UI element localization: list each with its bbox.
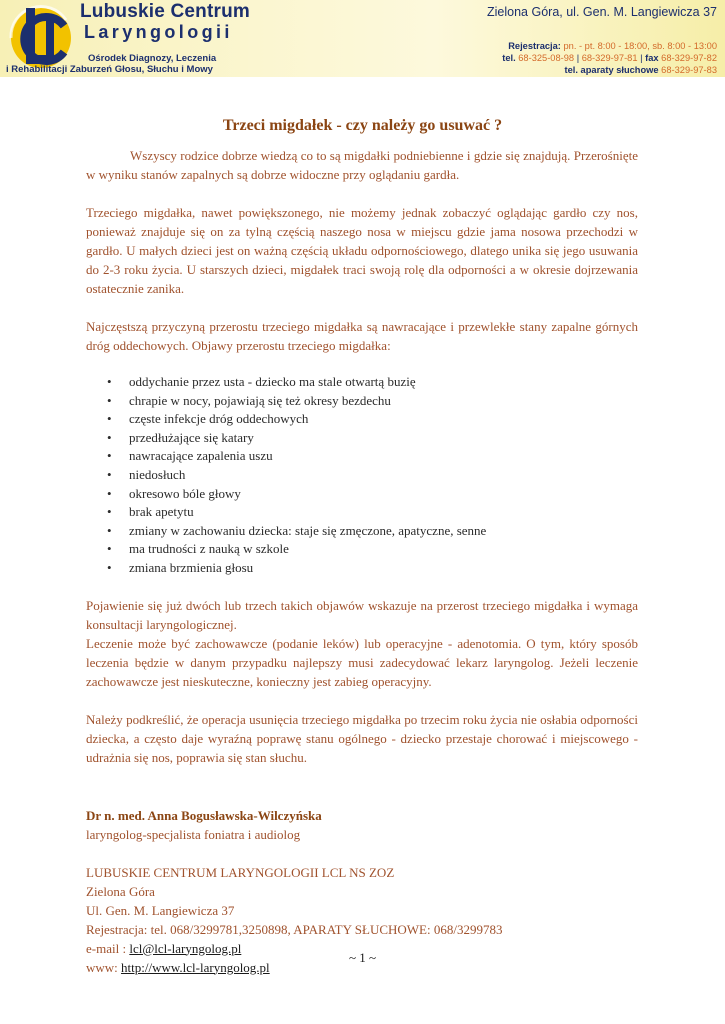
list-item: • zmiana brzmienia głosu — [107, 559, 254, 575]
paragraph-location: Trzeciego migdałka, nawet powiększonego, nie możemy jednak zobaczyć oglądając gardło czy nos, ponieważ znajduje się on za tylną częścią naszego nosa w miejscu gdzie jama nosowa przechodzi w gardło. U małych dzieci jest on ważną częścią układu odpornościowego, dlatego unika się jego usuwania do 2-3 roku życia. U starszych dzieci, migdałek traci swoją rolę dla odporności a w okresie dojrzewania ostatecznie zanika. — [86, 205, 638, 296]
registration-hours-value: pn. - pt. 8:00 - 18:00, sb. 8:00 - 13:00 — [563, 41, 717, 51]
hearing-aids-line — [502, 64, 717, 76]
paragraph-causes: Najczęstszą przyczyną przerostu trzeciego migdałka są nawracające i przewlekłe stany zapalne górnych dróg oddechowych. Objawy przerostu trzeciego migdałka: — [86, 319, 638, 353]
list-item: • ma trudności z nauką w szkole — [107, 541, 289, 557]
list-item: • nawracające zapalenia uszu — [107, 448, 273, 464]
email-label: e-mail : — [86, 940, 127, 956]
www-label: www: — [86, 959, 118, 975]
registration-hours — [502, 40, 717, 52]
header-address: Zielona Góra, ul. Gen. M. Langiewicza 37 — [487, 5, 717, 19]
footer-registration: Rejestracja: tel. 068/3299781,3250898, APARATY SŁUCHOWE: 068/3299783 — [86, 921, 503, 937]
registration-label: Rejestracja: — [508, 41, 561, 51]
email-link[interactable]: lcl@lcl-laryngolog.pl — [129, 940, 242, 956]
website-link[interactable]: http://www.lcl-laryngolog.pl — [121, 959, 270, 975]
header-contact — [502, 40, 717, 76]
hearing-aids-number: 68-329-97-83 — [661, 65, 717, 75]
brand-name: Lubuskie Centrum — [80, 1, 250, 22]
phone-line: tel. 68-325-08-98 | 68-329-97-81 | fax 68-329-97-82 — [502, 53, 717, 63]
article-title: Trzeci migdałek - czy należy go usuwać ? — [222, 117, 503, 134]
hearing-aids-label: tel. aparaty słuchowe — [564, 65, 659, 75]
list-item: • okresowo bóle głowy — [107, 485, 241, 501]
brand-subtitle-second-line: i Rehabilitacji Zaburzeń Głosu, Słuchu i Mowy — [6, 64, 213, 75]
footer-street: Ul. Gen. M. Langiewicza 37 — [86, 902, 235, 918]
tel-label: tel. — [502, 53, 516, 63]
footer-city: Zielona Góra — [86, 883, 155, 899]
list-item: • niedosłuch — [107, 466, 186, 482]
list-item: • przedłużające się katary — [107, 429, 254, 445]
page-number: ~ 1 ~ — [348, 950, 377, 965]
article-body — [86, 146, 638, 977]
paragraph-intro: Wszyscy rodzice dobrze wiedzą co to są migdałki podniebienne i gdzie się znajdują. Przerośnięte w wyniku stanów zapalnych są dobrze widoczne przy oglądaniu gardła. — [86, 148, 638, 182]
list-item: • chrapie w nocy, pojawiają się też okresy bezdechu — [107, 392, 391, 408]
fax-label: fax — [645, 53, 659, 63]
tel-number-2: 68-329-97-81 — [581, 53, 638, 63]
paragraph-conclusion: Należy podkreślić, że operacja usunięcia trzeciego migdałka po trzecim roku życia nie osłabia odporności dziecka, a często daje wyraźną poprawę stanu ogólnego - dziecko przestaje chorować i miejscowego - udrażnia się nos, poprawia się stan słuchu. — [86, 711, 638, 765]
letterhead — [0, 0, 725, 77]
footer-org: LUBUSKIE CENTRUM LARYNGOLOGII LCL NS ZOZ — [86, 864, 395, 880]
list-item: • zmiany w zachowaniu dziecka: staje się zmęczone, apatyczne, senne — [107, 522, 487, 538]
list-item: • brak apetytu — [107, 504, 194, 520]
list-item: • częste infekcje dróg oddechowych — [107, 411, 309, 427]
symptoms-list — [86, 373, 638, 578]
author-role: laryngolog-specjalista foniatra i audiolog — [86, 826, 301, 842]
paragraph-consultation: Pojawienie się już dwóch lub trzech takich objawów wskazuje na przerost trzeciego migdałka i wymaga konsultacji laryngologicznej. — [86, 597, 638, 632]
list-item: • oddychanie przez usta - dziecko ma stale otwartą buzię — [107, 374, 416, 389]
fax-number: 68-329-97-82 — [661, 53, 717, 63]
tel-number-1: 68-325-08-98 — [518, 53, 575, 63]
author-name: Dr n. med. Anna Bogusławska-Wilczyńska — [86, 807, 322, 823]
brand-name-second-line: Laryngologii — [84, 22, 233, 42]
brand-subtitle: Ośrodek Diagnozy, Leczenia — [88, 53, 217, 64]
paragraph-treatment: Leczenie może być zachowawcze (podanie leków) lub operacyjne - adenotomia. O tym, który sposób leczenia będzie w danym przypadku najlepszy musi zadecydować lekarz laryngolog. Jeżeli leczenie zachowawcze jest nieskuteczne, konieczny jest zabieg operacyjny. — [86, 635, 638, 689]
